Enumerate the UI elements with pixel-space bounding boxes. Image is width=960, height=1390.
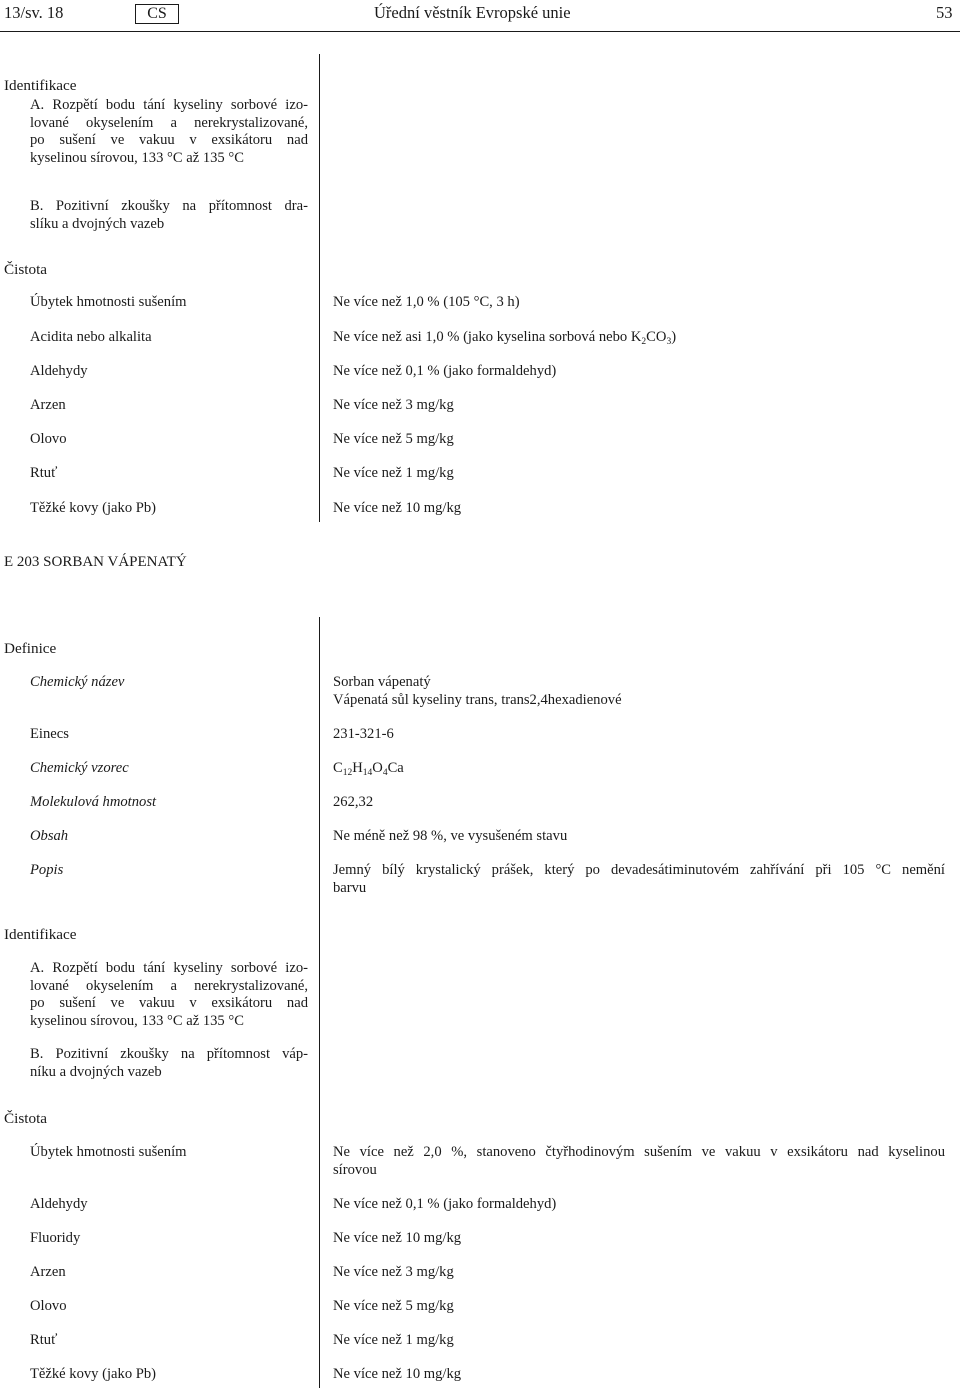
ident-a-line: A. Rozpětí bodu tání kyseliny sorbové izo- [30, 960, 308, 976]
purity-value: Ne více než 3 mg/kg [333, 397, 454, 413]
purity-label: Těžké kovy (jako Pb) [30, 1366, 157, 1382]
ident-a-line: kyselinou sírovou, 133 °C až 135 °C [30, 149, 244, 166]
column-divider-1 [319, 54, 320, 522]
formula-value: $C_{12}H_{14}O_4Ca$ [333, 760, 404, 778]
journal-title: Úřední věstník Evropské unie [374, 3, 571, 22]
identification-item-a-2 [30, 960, 308, 1030]
ident-a-line: po sušení ve vakuu v exsikátoru nad [30, 995, 308, 1011]
einecs-value: 231-321-6 [333, 726, 394, 742]
purity-label: Arzen [30, 397, 66, 413]
purity-value: Ne více než 5 mg/kg [333, 1298, 454, 1314]
purity-value: Ne více než 1 mg/kg [333, 1332, 454, 1348]
language-code-box: CS [135, 4, 179, 24]
definition-heading: Definice [4, 640, 57, 657]
purity-label: Acidita nebo alkalita [30, 329, 152, 345]
loss-line: Ne více než 2,0 %, stanoveno čtyřhodinovým sušením ve vakuu v exsikátoru nad kyselinou [333, 1144, 945, 1160]
einecs-label: Einecs [30, 726, 69, 742]
purity-heading: Čistota [4, 261, 48, 278]
purity-value: Ne více než 10 mg/kg [333, 1230, 462, 1246]
page-header [0, 0, 960, 30]
purity-label: Aldehydy [30, 1196, 88, 1212]
loss-on-drying-label: Úbytek hmotnosti sušením [30, 1144, 187, 1160]
volume-reference: 13/sv. 18 [4, 3, 64, 22]
identification-item-b-2 [30, 1046, 308, 1081]
ident-a-line: A. Rozpětí bodu tání kyseliny sorbové izo- [30, 97, 308, 113]
molecular-weight-label: Molekulová hmotnost [30, 794, 157, 810]
ident-a-line: po sušení ve vakuu v exsikátoru nad [30, 132, 308, 148]
purity-value: Ne více než 5 mg/kg [333, 431, 454, 447]
identification-heading: Identifikace [4, 77, 77, 94]
chemical-name-value-2: Vápenatá sůl kyseliny trans, trans2,4hexadienové [333, 692, 622, 708]
ident-a-line: kyselinou sírovou, 133 °C až 135 °C [30, 1012, 244, 1029]
purity-value: Ne více než 0,1 % (jako formaldehyd) [333, 363, 557, 379]
loss-line: sírovou [333, 1161, 377, 1178]
chemical-name-label: Chemický název [30, 674, 125, 690]
ident-b-line: B. Pozitivní zkoušky na přítomnost dra- [30, 198, 308, 214]
header-rule [0, 31, 960, 32]
description-label: Popis [30, 862, 64, 878]
additive-title: E 203 SORBAN VÁPENATÝ [4, 554, 187, 570]
description-line: barvu [333, 879, 367, 896]
purity-value: Ne více než 1,0 % (105 °C, 3 h) [333, 294, 520, 310]
purity-label: Arzen [30, 1264, 66, 1280]
purity-label: Aldehydy [30, 363, 88, 379]
identification-item-a [30, 97, 308, 167]
purity-value: Ne více než 10 mg/kg [333, 1366, 462, 1382]
ident-b-line: slíku a dvojných vazeb [30, 215, 165, 232]
description-line: Jemný bílý krystalický prášek, který po devadesátiminutovém zahřívání při 105 °C nemění [333, 862, 945, 878]
purity-label: Úbytek hmotnosti sušením [30, 294, 187, 310]
chemical-name-value: Sorban vápenatý [333, 674, 431, 690]
content-value: Ne méně než 98 %, ve vysušeném stavu [333, 828, 568, 844]
identification-item-b [30, 198, 308, 233]
content-label: Obsah [30, 828, 69, 844]
purity-label: Rtuť [30, 1332, 58, 1348]
purity-label: Rtuť [30, 465, 58, 481]
purity-label: Těžké kovy (jako Pb) [30, 500, 157, 516]
molecular-weight-value: 262,32 [333, 794, 374, 810]
purity-value-acidity: Ne více než asi 1,0 % (jako kyselina sorbová nebo $K_2CO_3$) [333, 329, 677, 347]
loss-on-drying-value [333, 1144, 945, 1179]
ident-b-line: B. Pozitivní zkoušky na přítomnost váp- [30, 1046, 308, 1062]
purity-label: Olovo [30, 431, 67, 447]
ident-b-line: níku a dvojných vazeb [30, 1063, 162, 1080]
purity-value: Ne více než 1 mg/kg [333, 465, 454, 481]
purity-value: Ne více než 3 mg/kg [333, 1264, 454, 1280]
ident-a-line: lované okyselením a nerekrystalizované, [30, 114, 308, 131]
page-number: 53 [936, 3, 953, 22]
identification-heading-2: Identifikace [4, 926, 77, 943]
purity-value: Ne více než 0,1 % (jako formaldehyd) [333, 1196, 557, 1212]
column-divider-2 [319, 617, 320, 1388]
ident-a-line: lované okyselením a nerekrystalizované, [30, 977, 308, 994]
formula-label: Chemický vzorec [30, 760, 129, 776]
purity-heading-2: Čistota [4, 1110, 48, 1127]
purity-label: Fluoridy [30, 1230, 81, 1246]
purity-label: Olovo [30, 1298, 67, 1314]
description-value [333, 862, 945, 897]
purity-value: Ne více než 10 mg/kg [333, 500, 462, 516]
